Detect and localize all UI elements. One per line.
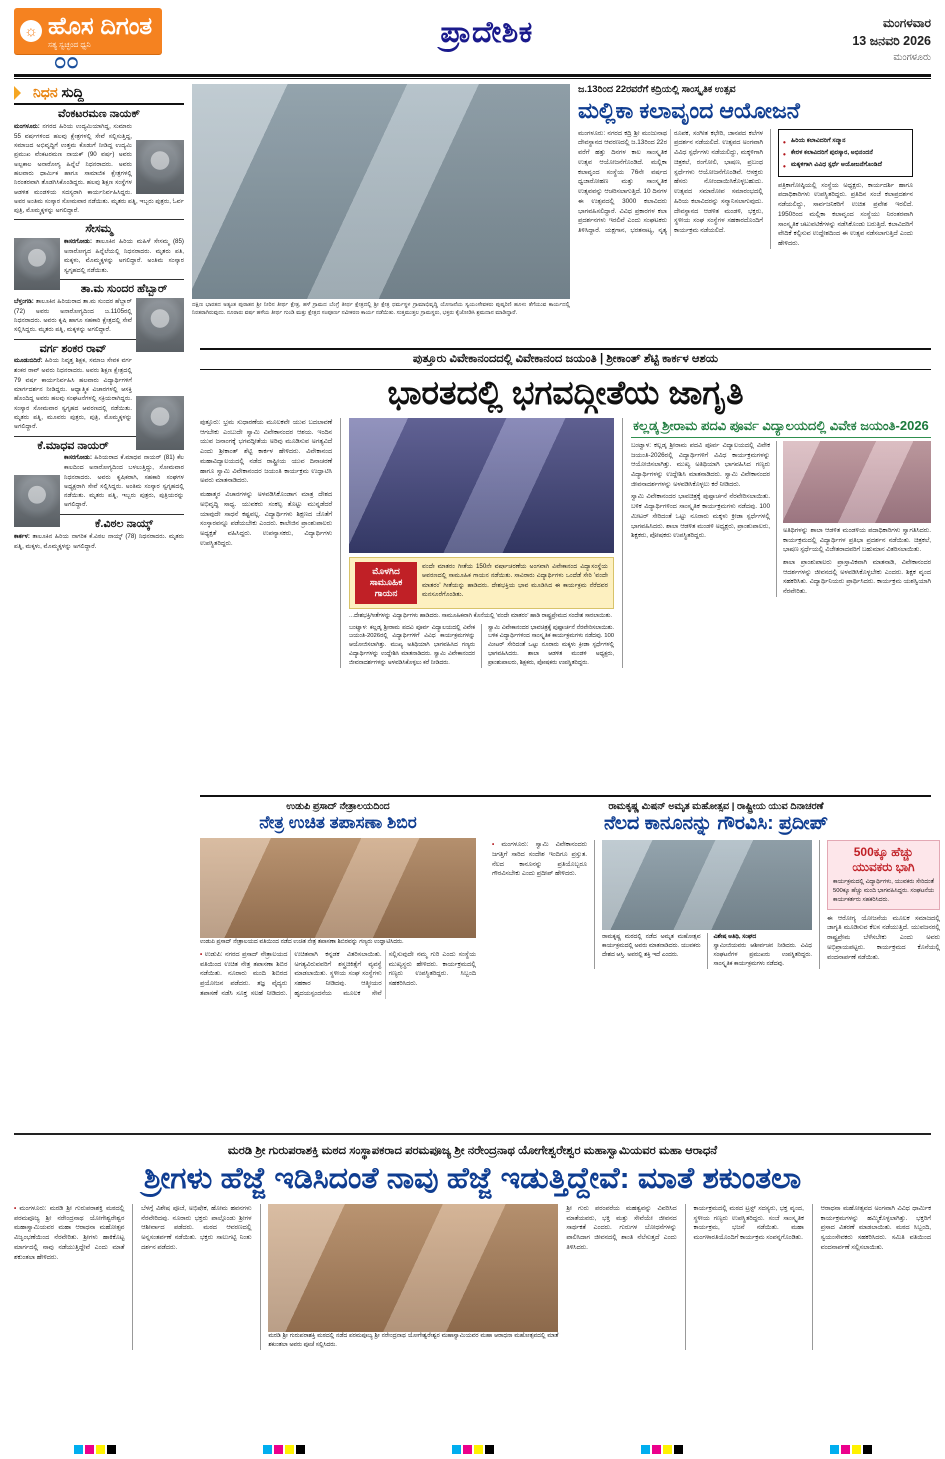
bottom-col4: ಕಾರ್ಯಕ್ರಮದಲ್ಲಿ ಮಠದ ಟ್ರಸ್ಟ್ ಸದಸ್ಯರು, ಭಕ್ತ ವೃಂದ, ಸ್ಥಳೀಯ ಗಣ್ಯರು ಉಪಸ್ಥಿತರಿದ್ದರು. ಸಂಜೆ ಸಾಂಸ್ಕೃತಿಕ ಕಾರ್ಯಕ್ರಮ, ಭಜನೆ ನಡೆಯಿತು. ಮಹಾ ಮಂಗಳಾರತಿಯೊಂದಿಗೆ ಕಾರ್ಯಕ್ರಮ ಸಂಪನ್ನಗೊಂಡಿತು. [693,1205,804,1242]
feature-body-col2: ಮಹಾತ್ಮರ ವಿಚಾರಗಳನ್ನು ಅಳವಡಿಸಿಕೊಂಡಾಗ ಮಾತ್ರ ದೇಶದ ಅಭಿವೃದ್ಧಿ ಸಾಧ್ಯ. ಯುವಕರು ಸಂಕಲ್ಪ ತೊಟ್ಟು ಮುನ್ನಡೆದರೆ ಯಾವುದೇ ಸಾಧನೆ ಕಷ್ಟವಲ್ಲ. ವಿದ್ಯಾರ್ಥಿಗಳು ಶಿಕ್ಷಣದ ಜೊತೆಗೆ ಸಂಸ್ಕಾರವನ್ನೂ ಪಡೆಯಬೇಕು ಎಂದರು. ಕಾಲೇಜಿನ ಪ್ರಾಂಶುಪಾಲರು ಅಧ್ಯಕ್ಷತೆ ವಹಿಸಿದ್ದರು. ಉಪನ್ಯಾಸಕರು, ವಿದ್ಯಾರ್ಥಿಗಳು ಉಪಸ್ಥಿತರಿದ್ದರು. [200,491,333,547]
portrait-photo [136,396,184,450]
obituary-name: ಸೇಸಮ್ಮ [85,223,113,236]
pink-box-text: ಕಾರ್ಯಕ್ರಮದಲ್ಲಿ ವಿದ್ಯಾರ್ಥಿಗಳು, ಯುವಕರು ಸೇರಿದಂತೆ 500ಕ್ಕೂ ಹೆಚ್ಚು ಮಂದಿ ಭಾಗವಹಿಸಿದ್ದರು. ಸಂಘಟನೆಯ ಕಾರ್ಯಕರ್ತರು ಸಹಕರಿಸಿದರು. [833,879,935,903]
story-body: ಮಂಗಳೂರು: ನಗರದ ಕದ್ರಿ ಶ್ರೀ ಮಂಜುನಾಥ ದೇವಸ್ಥಾನದ ಆವರಣದಲ್ಲಿ ಜ.13ರಿಂದ 22ರ ವರೆಗೆ ಹತ್ತು ದಿನಗಳ ಕಾಲ ಸಾಂಸ್ಕೃತಿಕ ಉತ್ಸವ ಆಯೋಜನೆಗೊಂಡಿದೆ. ಮಲ್ಲಿಕಾ ಕಲಾವೃಂದ ಸಂಸ್ಥೆಯ 76ನೇ ವರ್ಷದ ಧ್ವಜಾರೋಹಣ ಮತ್ತು ಸಾಂಸ್ಕೃತಿಕ ಉತ್ಸವವನ್ನು ಆಚರಿಸಲಾಗುತ್ತಿದೆ. 10 ದಿನಗಳ ಈ ಉತ್ಸವದಲ್ಲಿ 3000 ಕಲಾವಿದರು ಭಾಗವಹಿಸಲಿದ್ದಾರೆ. ವಿವಿಧ ಪ್ರಕಾರಗಳ ಕಲಾ ಪ್ರದರ್ಶನಗಳು ಇರಲಿವೆ ಎಂದು ಸಂಘಟಕರು ತಿಳಿಸಿದ್ದಾರೆ. ಯಕ್ಷಗಾನ, ಭರತನಾಟ್ಯ, ನೃತ್ಯ ರೂಪಕ, ಸಂಗೀತ ಕಛೇರಿ, ಜಾನಪದ ಕಲೆಗಳ ಪ್ರದರ್ಶನ ನಡೆಯಲಿದೆ. ಉತ್ಸವದ ಅಂಗವಾಗಿ ವಿವಿಧ ಸ್ಪರ್ಧೆಗಳು ನಡೆಯಲಿದ್ದು, ಮಕ್ಕಳಿಗಾಗಿ ಚಿತ್ರಕಲೆ, ರಂಗೋಲಿ, ಭಾಷಣ, ಪ್ರಬಂಧ ಸ್ಪರ್ಧೆಗಳು ಆಯೋಜನೆಗೊಂಡಿವೆ. ಆಸಕ್ತರು ಹೆಸರು ನೋಂದಾಯಿಸಿಕೊಳ್ಳಬಹುದು. ಉತ್ಸವದ ಸಮಾರೋಪ ಸಮಾರಂಭದಲ್ಲಿ ಹಿರಿಯ ಕಲಾವಿದರನ್ನು ಸನ್ಮಾನಿಸಲಾಗುವುದು. ದೇವಸ್ಥಾನದ ಆಡಳಿತ ಮಂಡಳಿ, ಭಕ್ತರು, ಸ್ಥಳೀಯ ಸಂಘ ಸಂಸ್ಥೆಗಳ ಸಹಕಾರದೊಂದಿಗೆ ಕಾರ್ಯಕ್ರಮ ನಡೆಯಲಿದೆ. [578,129,764,235]
obituary-body: ಕಾಸರಗೋಡು: ತಾಲೂಕಿನ ಹಿರಿಯ ಮಹಿಳೆ ಸೇಸಮ್ಮ (85) ಅನಾರೋಗ್ಯದ ಹಿನ್ನೆಲೆಯಲ್ಲಿ ನಿಧನರಾದರು. ಮೃತರು ಪತಿ, ಮಕ್ಕಳು, ಮೊಮ್ಮಕ್ಕಳನ್ನು ಅಗಲಿದ್ದಾರೆ. ಅಂತಿಮ ಸಂಸ್ಕಾರ ಸ್ವಗೃಹದಲ್ಲಿ ನಡೆಯಿತು. [14,237,184,275]
bottom-banner [14,1141,931,1202]
ramakrishna-col3: ಸ್ವಾಮೀಜಿಯವರು ಆಶೀರ್ವಚನ ನೀಡಿದರು. ವಿವಿಧ ಸಂಘಟನೆಗಳ ಪ್ರಮುಖರು ಉಪಸ್ಥಿತರಿದ್ದರು. ಸಾಂಸ್ಕೃತಿಕ ಕಾರ್ಯಕ್ರಮಗಳು ನಡೆದವು. [713,943,812,967]
pink-highlight-block [827,840,940,968]
story-body-col3: ಪತ್ರಿಕಾಗೋಷ್ಠಿಯಲ್ಲಿ ಸಂಸ್ಥೆಯ ಅಧ್ಯಕ್ಷರು, ಕಾರ್ಯದರ್ಶಿ ಹಾಗೂ ಪದಾಧಿಕಾರಿಗಳು ಉಪಸ್ಥಿತರಿದ್ದರು. ಪ್ರತಿದಿನ ಸಂಜೆ ಕಲಾಪ್ರದರ್ಶನ ನಡೆಯಲಿದ್ದು, ಸಾರ್ವಜನಿಕರಿಗೆ ಉಚಿತ ಪ್ರವೇಶ ಇರಲಿದೆ. 1950ರಿಂದ ಮಲ್ಲಿಕಾ ಕಲಾವೃಂದ ಸಂಸ್ಥೆಯು ನಿರಂತರವಾಗಿ ಸಾಂಸ್ಕೃತಿಕ ಚಟುವಟಿಕೆಗಳನ್ನು ನಡೆಸಿಕೊಂಡು ಬರುತ್ತಿದೆ. ಕಲಾವಿದರಿಗೆ ವೇದಿಕೆ ಕಲ್ಪಿಸುವ ಉದ್ದೇಶದಿಂದ ಈ ಉತ್ಸವ ನಡೆಸಲಾಗುತ್ತಿದೆ ಎಂದು ಹೇಳಿದರು. [778,181,913,248]
column-divider [340,418,341,668]
udupi-body: • ಉಡುಪಿ: ನಗರದ ಪ್ರಸಾದ್ ನೇತ್ರಾಲಯದ ವತಿಯಿಂದ ಉಚಿತ ನೇತ್ರ ತಪಾಸಣಾ ಶಿಬಿರ ನಡೆಯಿತು. ನೂರಾರು ಮಂದಿ ಶಿಬಿರದ ಪ್ರಯೋಜನ ಪಡೆದರು. ತಜ್ಞ ವೈದ್ಯರು ತಪಾಸಣೆ ನಡೆಸಿ ಸೂಕ್ತ ಸಲಹೆ ನೀಡಿದರು. ಉಚಿತವಾಗಿ ಕನ್ನಡಕ ವಿತರಿಸಲಾಯಿತು. ಅಗತ್ಯವಿರುವವರಿಗೆ ಶಸ್ತ್ರಚಿಕಿತ್ಸೆಗೆ ವ್ಯವಸ್ಥೆ ಮಾಡಲಾಯಿತು. ಸ್ಥಳೀಯ ಸಂಘ ಸಂಸ್ಥೆಗಳು ಸಹಕಾರ ನೀಡಿದವು. ಆತ್ಮೀಯರ ಹೃದಯಸ್ಪಂದನೆಯ ಮೂಲಕ ಸೇವೆ ಸಲ್ಲಿಸುವುದೇ ನಮ್ಮ ಗುರಿ ಎಂದು ಸಂಸ್ಥೆಯ ಮುಖ್ಯಸ್ಥರು ಹೇಳಿದರು. ಕಾರ್ಯಕ್ರಮದಲ್ಲಿ ಗಣ್ಯರು ಉಪಸ್ಥಿತರಿದ್ದರು. ಸಿಬ್ಬಂದಿ ಸಹಕರಿಸಿದರು. [200,950,476,999]
column-divider [776,441,777,597]
lead-photo-caption: ದಕ್ಷಿಣ ಭಾರತದ ಅತ್ಯಂತ ಪುರಾತನ ಶ್ರೀ ನೀರಿನ ತೀರ್ಥ ಕ್ಷೇತ್ರ, ಹಳೆ ಗ್ರಾಮದ ಬೆಂಗ್ರೆ ತೀರ್ಥ ಕ್ಷೇತ್ರದಲ್ಲಿ ಶ್ರೀ ಕ್ಷೇತ್ರ ಧರ್ಮಸ್ಥಳ ಗ್ರಾಮಾಭಿವೃದ್ಧಿ ಯೋಜನೆಯ ಸ್ವಯಂಸೇವಕರು ಪುಷ್ಕರಿಣಿ ಹೂಳು ತೆಗೆಯುವ ಕಾರ್ಯದಲ್ಲಿ ನಿರತರಾಗಿರುವುದು. ನೂರಾರು ವರ್ಷ ಹಳೆಯ ತೀರ್ಥ ಗುಂಡಿ ಮತ್ತು ಕ್ಷೇತ್ರದ ಸಂಪೂರ್ಣ ನವೀಕರಣ ಕಾರ್ಯ ನಡೆಯಿತು. ಸುತ್ತಮುತ್ತಲ ಗ್ರಾಮಸ್ಥರು, ಭಕ್ತರು ಕೈಜೋಡಿಸಿ ಶ್ರಮದಾನ ಮಾಡಿದ್ದಾರೆ. [192,302,570,317]
obituary-body: ಮಂಗಳೂರು: ನಗರದ ಹಿರಿಯ ಉದ್ಯಮಿಯಾಗಿದ್ದ, ಸುಮಾರು 55 ವರ್ಷಗಳಿಂದ ಹಲವು ಕ್ಷೇತ್ರಗಳಲ್ಲಿ ಸೇವೆ ಸಲ್ಲಿಸುತ್ತಿದ್ದ, ಸಮಾಜದ ಅಭಿವೃದ್ಧಿಗೆ ಉತ್ತಮ ಕೊಡುಗೆ ನೀಡಿದ್ದ ಉದ್ಯಮಿ ಪ್ರಮುಖ ವೆಂಕಟರಮಣ ನಾಯಕ್ (90 ವರ್ಷ) ಅವರು ಅಲ್ಪಕಾಲ ಅನಾರೋಗ್ಯ ಹಿನ್ನೆಲೆ ನಿಧನರಾದರು. ಅವರು ಹಲವಾರು ಧಾರ್ಮಿಕ ಹಾಗೂ ಸಾಮಾಜಿಕ ಕ್ಷೇತ್ರಗಳಲ್ಲಿ ನಿರಂತರವಾಗಿ ತೊಡಗಿಸಿಕೊಂಡಿದ್ದರು. ಹಲವು ಶಿಕ್ಷಣ ಸಂಸ್ಥೆಗಳ ಆಡಳಿತ ಮಂಡಳಿಯ ಸದಸ್ಯರಾಗಿ ಕಾರ್ಯನಿರ್ವಹಿಸಿದ್ದರು. ಅವರ ಅಂತಿಮ ಸಂಸ್ಕಾರ ಸೋಮವಾರ ನಡೆಯಿತು. ಮೃತರು ಪತ್ನಿ, ಇಬ್ಬರು ಪುತ್ರರು, ಓರ್ವ ಪುತ್ರಿ, ಮೊಮ್ಮಕ್ಕಳನ್ನು ಅಗಲಿದ್ದಾರೆ. [14,122,184,215]
pink-box-headline: 500ಕ್ಕೂ ಹೆಚ್ಚು ಯುವಕರು ಭಾಗಿ [852,845,915,875]
cmyk-group [641,1445,683,1454]
cmyk-group [830,1445,872,1454]
feature-headline: ಭಾರತದಲ್ಲಿ ಭಗವದ್ಗೀತೆಯ ಜಾಗೃತಿ [387,374,744,411]
feature-tail-1: ಬಂಟ್ವಾಳ: ಕಲ್ಲಡ್ಕ ಶ್ರೀರಾಮ ಪದವಿ ಪೂರ್ವ ವಿದ್ಯಾಲಯದಲ್ಲಿ ವಿವೇಕ ಜಯಂತಿ-2026ರಲ್ಲಿ ವಿದ್ಯಾರ್ಥಿಗಳಿಗೆ ವಿವಿಧ ಕಾರ್ಯಕ್ರಮಗಳನ್ನು ಆಯೋಜಿಸಲಾಗಿತ್ತು. ಮುಖ್ಯ ಅತಿಥಿಯಾಗಿ ಭಾಗವಹಿಸಿದ ಗಣ್ಯರು ವಿದ್ಯಾರ್ಥಿಗಳನ್ನು ಉದ್ದೇಶಿಸಿ ಮಾತನಾಡಿದರು. ಸ್ವಾಮಿ ವಿವೇಕಾನಂದರ ಜೀವನಾದರ್ಶಗಳನ್ನು ಅಳವಡಿಸಿಕೊಳ್ಳಲು ಕರೆ ನೀಡಿದರು. [349,624,476,666]
column-divider [132,1204,133,1350]
obituary-body: ಕಾಸರಗೋಡು: ಹಿರಿಯರಾದ ಕೆ.ಮಾಧವ ನಾಯರ್ (81) ಕೆಲ ಕಾಲದಿಂದ ಅನಾರೋಗ್ಯದಿಂದ ಬಳಲುತ್ತಿದ್ದು, ಸೋಮವಾರ ನಿಧನರಾದರು. ಅವರು ಕೃಷಿಕರಾಗಿ, ಸಹಕಾರಿ ಸಂಘಗಳ ಅಧ್ಯಕ್ಷರಾಗಿ ಸೇವೆ ಸಲ್ಲಿಸಿದ್ದರು. ಅಂತಿಮ ಸಂಸ್ಕಾರ ಸ್ವಗೃಹದಲ್ಲಿ ನಡೆಯಿತು. ಮೃತರು ಪತ್ನಿ, ಇಬ್ಬರು ಪುತ್ರರು, ಪುತ್ರಿಯರನ್ನು ಅಗಲಿದ್ದಾರೆ. [14,453,184,509]
story-kicker: ಜ.13ರಿಂದ 22ರವರೆಗೆ ಕದ್ರಿಯಲ್ಲಿ ಸಾಂಸ್ಕೃತಿಕ ಉತ್ಸವ [578,84,736,95]
section-title: ಪ್ರಾದೇಶಿಕ [440,16,533,49]
ramakrishna-event-photo [602,840,812,930]
bullet-item: • ಕೇರಳ ಕಲಾವಿದರಿಗೆ ಪುರಸ್ಕಾರ, ಅಭಿನಂದನೆ [783,149,908,158]
story-bullets-box [778,129,913,177]
bottom-col3: ಶ್ರೀ ಗುರು ಪರಂಪರೆಯ ಮಹತ್ವವನ್ನು ವಿವರಿಸಿದ ಮಾತೆಯವರು, ಭಕ್ತಿ ಮತ್ತು ಸೇವೆಯೇ ಜೀವನದ ಸಾರ್ಥಕತೆ ಎಂದರು. ಗುರುಗಳ ಬೋಧನೆಗಳನ್ನು ಪಾಲಿಸಿದಾಗ ಜೀವನದಲ್ಲಿ ಶಾಂತಿ ನೆಲೆಸುತ್ತದೆ ಎಂದು ತಿಳಿಸಿದರು. [566,1205,677,1251]
column-divider [622,418,623,668]
masthead-rule [14,74,931,77]
column-divider [260,1204,261,1350]
obituary-banner-title: ನಿಧನ ಸುದ್ದಿ [33,84,84,100]
column-divider [812,1204,813,1350]
kallada-right-col1: ಅತಿಥಿಗಳನ್ನು ಶಾಲಾ ಆಡಳಿತ ಮಂಡಳಿಯ ಪದಾಧಿಕಾರಿಗಳು ಸ್ವಾಗತಿಸಿದರು. ಕಾರ್ಯಕ್ರಮದಲ್ಲಿ ವಿದ್ಯಾರ್ಥಿಗಳ ಪ್ರತಿಭಾ ಪ್ರದರ್ಶನ ನಡೆಯಿತು. ಚಿತ್ರಕಲೆ, ಭಾಷಣ ಸ್ಪರ್ಧೆಯಲ್ಲಿ ವಿಜೇತರಾದವರಿಗೆ ಬಹುಮಾನ ವಿತರಿಸಲಾಯಿತು. [782,526,931,554]
pink-box [827,840,940,910]
bottom-kicker: ಮರಡಿ ಶ್ರೀ ಗುರುಪರಾಶಕ್ತಿ ಮಠದ ಸಂಸ್ಥಾಪಕರಾದ ಪರಮಪೂಜ್ಯ ಶ್ರೀ ನರೇಂದ್ರನಾಥ ಯೋಗೇಶ್ವರೇಶ್ವರ ಮಹಾಸ್ವಾಮಿಯವರ ಮಹಾ ಆರಾಧನೆ [227,1145,718,1157]
column-divider [481,624,482,668]
obituary-body: ಮೂಡುಬಿದಿರೆ: ಹಿರಿಯ ನಿವೃತ್ತ ಶಿಕ್ಷಕ, ಸಮಾಜ ಸೇವಕ ವರ್ಗ ಶಂಕರ ರಾವ್ ಅವರು ನಿಧನರಾದರು. ಅವರು ಶಿಕ್ಷಣ ಕ್ಷೇತ್ರದಲ್ಲಿ 79 ವರ್ಷ ಕಾರ್ಯನಿರ್ವಹಿಸಿ ಹಲವಾರು ವಿದ್ಯಾರ್ಥಿಗಳಿಗೆ ಮಾರ್ಗದರ್ಶನ ನೀಡಿದ್ದರು. ಆಧ್ಯಾತ್ಮಿಕ ವಿಚಾರಗಳಲ್ಲಿ ಆಸಕ್ತಿ ಹೊಂದಿದ್ದ ಅವರು ಹಲವು ಸಂಘಟನೆಗಳಲ್ಲಿ ಸಕ್ರಿಯರಾಗಿದ್ದರು. ಸಂಸ್ಕಾರ ಸೋಮವಾರ ಸ್ವಗೃಹದ ಆವರಣದಲ್ಲಿ ನಡೆಯಿತು. ಮೃತರು ಪತ್ನಿ, ಮೂವರು ಪುತ್ರರು, ಪುತ್ರಿ, ಮೊಮ್ಮಕ್ಕಳನ್ನು ಅಗಲಿದ್ದಾರೆ. [14,356,184,431]
bottom-story-section [14,1133,931,1350]
lead-photo-block [192,84,570,352]
ramakrishna-col2: ರಾಮಕೃಷ್ಣ ಮಠದಲ್ಲಿ ನಡೆದ ಅಮೃತ ಮಹೋತ್ಸವ ಕಾರ್ಯಕ್ರಮದಲ್ಲಿ ಅವರು ಮಾತನಾಡಿದರು. ಯುವಕರು ದೇಶದ ಆಸ್ತಿ. ಅವರಲ್ಲಿ ಶಕ್ತಿ ಇದೆ ಎಂದರು. [602,934,701,958]
story-headline: ಮಲ್ಲಿಕಾ ಕಲಾವೃಂದ ಆಯೋಜನೆ [578,98,800,124]
ramakrishna-col1: • ಮಂಗಳೂರು: ಸ್ವಾಮಿ ವಿವೇಕಾನಂದರು ಜಗತ್ತಿಗೆ ಸಾರಿದ ಸಂದೇಶ ಇಂದಿಗೂ ಪ್ರಸ್ತುತ. ನೆಲದ ಕಾನೂನನ್ನು ಪ್ರತಿಯೊಬ್ಬರೂ ಗೌರವಿಸಬೇಕು ಎಂದು ಪ್ರದೀಪ್ ಹೇಳಿದರು. [492,840,587,879]
highlight-note: ...ದೇಶಭಕ್ತಿಗೀತೆಗಳನ್ನು ವಿದ್ಯಾರ್ಥಿಗಳು ಹಾಡಿದರು. ಸಾಮೂಹಿಕವಾಗಿ ಕೊನೆಯಲ್ಲಿ 'ವಂದೇ ಮಾತರಂ' ಹಾಡಿ ರಾಷ್ಟ್ರಪ್ರೇಮದ ಸಂದೇಶ ಸಾರಲಾಯಿತು. [349,612,613,619]
weekday: ಮಂಗಳವಾರ [882,16,931,30]
story-ramakrishna [492,801,940,999]
bottom-headline: ಶ್ರೀಗಳು ಹೆಜ್ಜೆ ಇಡಿಸಿದಂತೆ ನಾವು ಹೆಜ್ಜೆ ಇಡುತ್ತಿದ್ದೇವೆ: ಮಾತೆ ಶಕುಂತಲಾ [143,1162,802,1195]
obituary-name: ವರ್ಗ ಶಂಕರ ರಾವ್ [39,342,107,355]
portrait-photo [14,475,60,527]
publication-date: 13 ಜನವರಿ 2026 [852,34,931,48]
ramakrishna-subhead: ವಿಶೇಷ ಅತಿಥಿ, ಸಂಘದ [713,934,757,941]
feature-gita-section [200,348,931,668]
obituary-name: ಕೆ.ವಿಠಲ ನಾಯ್ಕ್ [95,517,153,530]
brand-tagline: ಸತ್ಯ ಸ್ವಚ್ಛಂದ ಧ್ವನಿ [48,40,91,49]
udupi-kicker: ಉಡುಪಿ ಪ್ರಸಾದ್ ನೇತ್ರಾಲಯದಿಂದ [286,801,390,812]
feature-kicker: ಪುತ್ತೂರು ವಿವೇಕಾನಂದದಲ್ಲಿ ವಿವೇಕಾನಂದ ಜಯಂತಿ | ಶ್ರೀಕಾಂತ್ ಶೆಟ್ಟಿ ಕಾರ್ಕಳ ಆಶಯ [200,348,931,370]
column-divider [594,840,595,968]
brand-name: ಹೊಸ ದಿಗಂತ [48,13,153,40]
highlight-box [349,557,614,609]
story-bullet-list [783,137,908,170]
obituary-name: ವೆಂಕಟರಮಣ ನಾಯಕ್ [58,108,140,120]
obituary-entry [14,340,184,437]
masthead [14,8,931,72]
feature-tail-2: ಸ್ವಾಮಿ ವಿವೇಕಾನಂದರ ಭಾವಚಿತ್ರಕ್ಕೆ ಪುಷ್ಪಾರ್ಚನೆ ನೆರವೇರಿಸಲಾಯಿತು. ಬಳಿಕ ವಿದ್ಯಾರ್ಥಿಗಳಿಂದ ಸಾಂಸ್ಕೃತಿಕ ಕಾರ್ಯಕ್ರಮಗಳು ನಡೆದವು. 100 ಮೀಟರ್ ಸೇರಿದಂತೆ ಒಟ್ಟು ನೂರಾರು ಮಕ್ಕಳು ಕ್ರೀಡಾ ಸ್ಪರ್ಧೆಗಳಲ್ಲಿ ಭಾಗವಹಿಸಿದರು. ಶಾಲಾ ಆಡಳಿತ ಮಂಡಳಿ ಅಧ್ಯಕ್ಷರು, ಪ್ರಾಂಶುಪಾಲರು, ಶಿಕ್ಷಕರು, ಪೋಷಕರು ಉಪಸ್ಥಿತರಿದ್ದರು. [488,624,615,666]
udupi-lead: • ಉಡುಪಿ: [200,951,223,958]
udupi-headline: ನೇತ್ರ ಉಚಿತ ತಪಾಸಣಾ ಶಿಬಿರ [259,813,417,833]
temple-pond-renovation-photo [192,84,570,299]
portrait-photo [136,140,184,194]
bottom-rule [14,1133,931,1135]
highlight-text: ವಂದೇ ಮಾತರಂ ಗೀತೆಯ 150ನೇ ವರ್ಷಾಚರಣೆಯ ಅಂಗವಾಗಿ ವಿವೇಕಾನಂದ ವಿದ್ಯಾಸಂಸ್ಥೆಯ ಆವರಣದಲ್ಲಿ ಸಾಮೂಹಿಕ ಗಾಯನ ನಡೆಯಿತು. ಸಾವಿರಾರು ವಿದ್ಯಾರ್ಥಿಗಳು ಒಂದೆಡೆ ಸೇರಿ 'ವಂದೇ ಮಾತರಂ' ಗೀತೆಯನ್ನು ಹಾಡಿದರು. ದೇಶಭಕ್ತಿಯ ಭಾವ ಮೂಡಿಸಿದ ಈ ಕಾರ್ಯಕ್ರಮ ನೆರೆದವರ ಮನಸೂರೆಗೊಂಡಿತು. [422,562,609,598]
udupi-caption: ಉಡುಪಿ ಪ್ರಸಾದ್ ನೇತ್ರಾಲಯದ ವತಿಯಿಂದ ನಡೆದ ಉಚಿತ ನೇತ್ರ ತಪಾಸಣಾ ಶಿಬಿರವನ್ನು ಗಣ್ಯರು ಉದ್ಘಾಟಿಸಿದರು. [200,939,404,946]
ramakrishna-headline: ನೆಲದ ಕಾನೂನನ್ನು ಗೌರವಿಸಿ: ಪ್ರದೀಪ್ [604,813,828,835]
logo[interactable] [14,8,162,54]
column-divider [707,933,708,968]
ramakrishna-kicker: ರಾಮಕೃಷ್ಣ ಮಿಷನ್ ಅಮೃತ ಮಹೋತ್ಸವ | ರಾಷ್ಟ್ರೀಯ ಯುವ ದಿನಾಚರಣೆ [608,801,824,812]
cmyk-group [74,1445,116,1454]
portrait-photo [14,238,60,290]
cmyk-group [263,1445,305,1454]
obituary-column [14,84,184,1124]
column-divider [685,1204,686,1350]
kallada-body-col1: ಬಂಟ್ವಾಳ: ಕಲ್ಲಡ್ಕ ಶ್ರೀರಾಮ ಪದವಿ ಪೂರ್ವ ವಿದ್ಯಾಲಯದಲ್ಲಿ ವಿವೇಕ ಜಯಂತಿ-2026ರಲ್ಲಿ ವಿದ್ಯಾರ್ಥಿಗಳಿಗೆ ವಿವಿಧ ಕಾರ್ಯಕ್ರಮಗಳನ್ನು ಆಯೋಜಿಸಲಾಗಿತ್ತು. ಮುಖ್ಯ ಅತಿಥಿಯಾಗಿ ಭಾಗವಹಿಸಿದ ಗಣ್ಯರು ವಿದ್ಯಾರ್ಥಿಗಳನ್ನು ಉದ್ದೇಶಿಸಿ ಮಾತನಾಡಿದರು. ಸ್ವಾಮಿ ವಿವೇಕಾನಂದರ ಜೀವನಾದರ್ಶಗಳನ್ನು ಅಳವಡಿಸಿಕೊಳ್ಳಲು ಕರೆ ನೀಡಿದರು. [630,441,771,488]
obituary-name: ತಾ.ಮ ಸುಂದರ ಹೆಬ್ಬಾರ್ [80,283,168,296]
page-number: ೦೦ [54,48,79,73]
edition-city: ಮಂಗಳೂರು [893,51,931,63]
obituary-entry [14,105,184,220]
portrait-photo [136,298,184,352]
story-mallika-kalavanta [578,84,913,352]
pink-box-followup: ಈ ಆರೋಗ್ಯ ಯೋಜನೆಯ ಮೂಲಕ ಸಮಾಜದಲ್ಲಿ ಜಾಗೃತಿ ಮೂಡಿಸುವ ಕೆಲಸ ನಡೆಯುತ್ತಿದೆ. ಯುವಜನರಲ್ಲಿ ರಾಷ್ಟ್ರಪ್ರೇಮ ಬೆಳೆಸಬೇಕು ಎಂದು ಅವರು ಅಭಿಪ್ರಾಯಪಟ್ಟರು. ಕಾರ್ಯಕ್ರಮದ ಕೊನೆಯಲ್ಲಿ ವಂದನಾರ್ಪಣೆ ನಡೆಯಿತು. [827,914,940,961]
cmyk-registration-marks [0,1445,945,1454]
bullet-item: • ಹಿರಿಯ ಕಲಾವಿದರಿಗೆ ಸನ್ಮಾನ [783,137,908,146]
bottom-col5: ಆರಾಧನಾ ಮಹೋತ್ಸವದ ಅಂಗವಾಗಿ ವಿವಿಧ ಧಾರ್ಮಿಕ ಕಾರ್ಯಕ್ರಮಗಳನ್ನು ಹಮ್ಮಿಕೊಳ್ಳಲಾಗಿತ್ತು. ಭಕ್ತರಿಗೆ ಪ್ರಸಾದ ವಿತರಣೆ ಮಾಡಲಾಯಿತು. ಮಠದ ಸಿಬ್ಬಂದಿ, ಸ್ವಯಂಸೇವಕರು ಸಹಕರಿಸಿದರು. ಸಮಿತಿ ವತಿಯಿಂದ ವಂದನಾರ್ಪಣೆ ಸಲ್ಲಿಸಲಾಯಿತು. [820,1205,931,1251]
feature-body-col1: ಪುತ್ತೂರು: ಭ್ರಮ ಸುಧಾರಣೆಯ ಮೂಲಕವೇ ಯುವ ಬದಲಾವಣೆ ಆಗಬೇಕು ಎಂಬುದೇ ಸ್ವಾಮಿ ವಿವೇಕಾನಂದರ ಆಶಯ. ಇಂದಿನ ಯುವ ಜನಾಂಗಕ್ಕೆ ಭಗವದ್ಗೀತೆಯ ಅರಿವು ಮೂಡಿಸುವ ಅಗತ್ಯವಿದೆ ಎಂದು ಶ್ರೀಕಾಂತ್ ಶೆಟ್ಟಿ ಕಾರ್ಕಳ ಹೇಳಿದರು. ವಿವೇಕಾನಂದ ಮಹಾವಿದ್ಯಾಲಯದಲ್ಲಿ ನಡೆದ ರಾಷ್ಟ್ರೀಯ ಯುವ ದಿನಾಚರಣೆ ಹಾಗೂ ಸ್ವಾಮಿ ವಿವೇಕಾನಂದರ ಜಯಂತಿ ಕಾರ್ಯಕ್ರಮ ಉದ್ಘಾಟಿಸಿ ಅವರು ಮಾತನಾಡಿದರು. [200,418,333,485]
bullet-item: • ಮಕ್ಕಳಿಗಾಗಿ ವಿವಿಧ ಸ್ಪರ್ಧೆ ಆಯೋಜನೆಗೊಂಡಿದೆ [783,161,908,170]
kallada-event-photo [783,441,931,523]
masthead-rule-thin [14,78,931,79]
story-udupi [200,801,476,999]
lower-stories-section [200,795,940,999]
obituary-name: ಕೆ.ಮಾಧವ ನಾಯರ್ [37,439,109,452]
bottom-col2: ಬೆಳಗ್ಗೆ ವಿಶೇಷ ಪೂಜೆ, ಅಭಿಷೇಕ, ಹೋಮ ಹವನಗಳು ನೆರವೇರಿದವು. ನೂರಾರು ಭಕ್ತರು ಪಾಲ್ಗೊಂಡು ಶ್ರೀಗಳ ಆಶೀರ್ವಾದ ಪಡೆದರು. ಮಠದ ಆವರಣದಲ್ಲಿ ಅನ್ನಸಂತರ್ಪಣೆ ನಡೆಯಿತು. ಭಕ್ತರು ಸಾಲುಗಟ್ಟಿ ನಿಂತು ದರ್ಶನ ಪಡೆದರು. [141,1205,252,1251]
date-block [811,8,931,65]
obituary-body: ಕಾರ್ಕಳ: ತಾಲೂಕಿನ ಹಿರಿಯ ನಾಗರಿಕ ಕೆ.ವಿಠಲ ನಾಯ್ಕ್ (78) ನಿಧನರಾದರು. ಮೃತರು ಪತ್ನಿ, ಮಕ್ಕಳು, ಮೊಮ್ಮಕ್ಕಳನ್ನು ಅಗಲಿದ್ದಾರೆ. [14,532,184,550]
brand-text-group [48,13,152,49]
bottom-photo-caption: ಮರಡಿ ಶ್ರೀ ಗುರುಪರಾಶಕ್ತಿ ಮಠದಲ್ಲಿ ನಡೆದ ಪರಮಪೂಜ್ಯ ಶ್ರೀ ನರೇಂದ್ರನಾಥ ಯೋಗೇಶ್ವರೇಶ್ವರ ಮಹಾಸ್ವಾಮಿಯವರ ಮಹಾ ಆರಾಧನಾ ಮಹೋತ್ಸವದಲ್ಲಿ ಮಾತೆ ಶಕುಂತಲಾ ಅವರು ಪೂಜೆ ಸಲ್ಲಿಸಿದರು. [268,1333,559,1348]
matha-aradhane-photo [268,1204,558,1332]
obituary-banner [14,84,184,105]
column-divider [770,129,771,249]
highlight-tag: ಮೊಳಗಿದ ಸಾಮೂಹಿಕ ಗಾಯನ [355,562,417,604]
logo-badge [14,8,162,54]
diamond-icon [14,86,28,100]
sun-icon: ☼ [20,20,42,42]
obituary-body: ಬೆಳ್ತಂಗಡಿ: ತಾಲೂಕಿನ ಹಿರಿಯರಾದ ತಾ.ಮ ಸುಂದರ ಹೆಬ್ಬಾರ್ (72) ಅವರು ಅನಾರೋಗ್ಯದಿಂದ ಜ.1105ರಲ್ಲಿ ನಿಧನರಾದರು. ಅವರು ಕೃಷಿ ಹಾಗೂ ಸಹಕಾರಿ ಕ್ಷೇತ್ರದಲ್ಲಿ ಸೇವೆ ಸಲ್ಲಿಸಿದ್ದರು. ಮೃತರು ಪತ್ನಿ, ಮಕ್ಕಳನ್ನು ಅಗಲಿದ್ದಾರೆ. [14,297,184,335]
kallada-headline: ಕಲ್ಲಡ್ಕ ಶ್ರೀರಾಮ ಪದವಿ ಪೂರ್ವ ವಿದ್ಯಾಲಯದಲ್ಲಿ ವಿವೇಕ ಜಯಂತಿ-2026 [631,418,931,438]
cmyk-group [452,1445,494,1454]
eye-camp-photo [200,838,476,938]
bottom-col1: • ಮಂಗಳೂರು: ಮರಡಿ ಶ್ರೀ ಗುರುಪರಾಶಕ್ತಿ ಮಠದಲ್ಲಿ ಪರಮಪೂಜ್ಯ ಶ್ರೀ ನರೇಂದ್ರನಾಥ ಯೋಗೇಶ್ವರೇಶ್ವರ ಮಹಾಸ್ವಾಮಿಯವರ ಮಹಾ ಆರಾಧನಾ ಮಹೋತ್ಸವ ವಿಜೃಂಭಣೆಯಿಂದ ನೆರವೇರಿತು. ಶ್ರೀಗಳು ಹಾಕಿಕೊಟ್ಟ ಮಾರ್ಗದಲ್ಲಿ ನಾವು ನಡೆಯುತ್ತಿದ್ದೇವೆ ಎಂದು ಮಾತೆ ಶಕುಂತಲಾ ಹೇಳಿದರು. [14,1204,124,1262]
masthead-left [14,8,162,74]
kallada-right-col2: ಶಾಲಾ ಪ್ರಾಂಶುಪಾಲರು ಪ್ರಾಸ್ತಾವಿಕವಾಗಿ ಮಾತನಾಡಿ, ವಿವೇಕಾನಂದರ ಆದರ್ಶಗಳನ್ನು ಜೀವನದಲ್ಲಿ ಅಳವಡಿಸಿಕೊಳ್ಳಬೇಕು ಎಂದರು. ಶಿಕ್ಷಕ ವೃಂದ ಸಹಕರಿಸಿತು. ವಿದ್ಯಾರ್ಥಿನಿಯರು ಪ್ರಾರ್ಥಿಸಿದರು. ಕಾರ್ಯಕ್ರಮ ಯಶಸ್ವಿಯಾಗಿ ನೆರವೇರಿತು. [782,559,931,596]
obituary-entry [14,220,184,280]
kallada-body-col2: ಸ್ವಾಮಿ ವಿವೇಕಾನಂದರ ಭಾವಚಿತ್ರಕ್ಕೆ ಪುಷ್ಪಾರ್ಚನೆ ನೆರವೇರಿಸಲಾಯಿತು. ಬಳಿಕ ವಿದ್ಯಾರ್ಥಿಗಳಿಂದ ಸಾಂಸ್ಕೃತಿಕ ಕಾರ್ಯಕ್ರಮಗಳು ನಡೆದವು. 100 ಮೀಟರ್ ಸೇರಿದಂತೆ ಒಟ್ಟು ನೂರಾರು ಮಕ್ಕಳು ಕ್ರೀಡಾ ಸ್ಪರ್ಧೆಗಳಲ್ಲಿ ಭಾಗವಹಿಸಿದರು. ಶಾಲಾ ಆಡಳಿತ ಮಂಡಳಿ ಅಧ್ಯಕ್ಷರು, ಪ್ರಾಂಶುಪಾಲರು, ಶಿಕ್ಷಕರು, ಪೋಷಕರು ಉಪಸ್ಥಿತರಿದ್ದರು. [630,493,771,540]
column-divider [819,840,820,968]
vivekananda-jayanti-stage-photo [349,418,614,553]
